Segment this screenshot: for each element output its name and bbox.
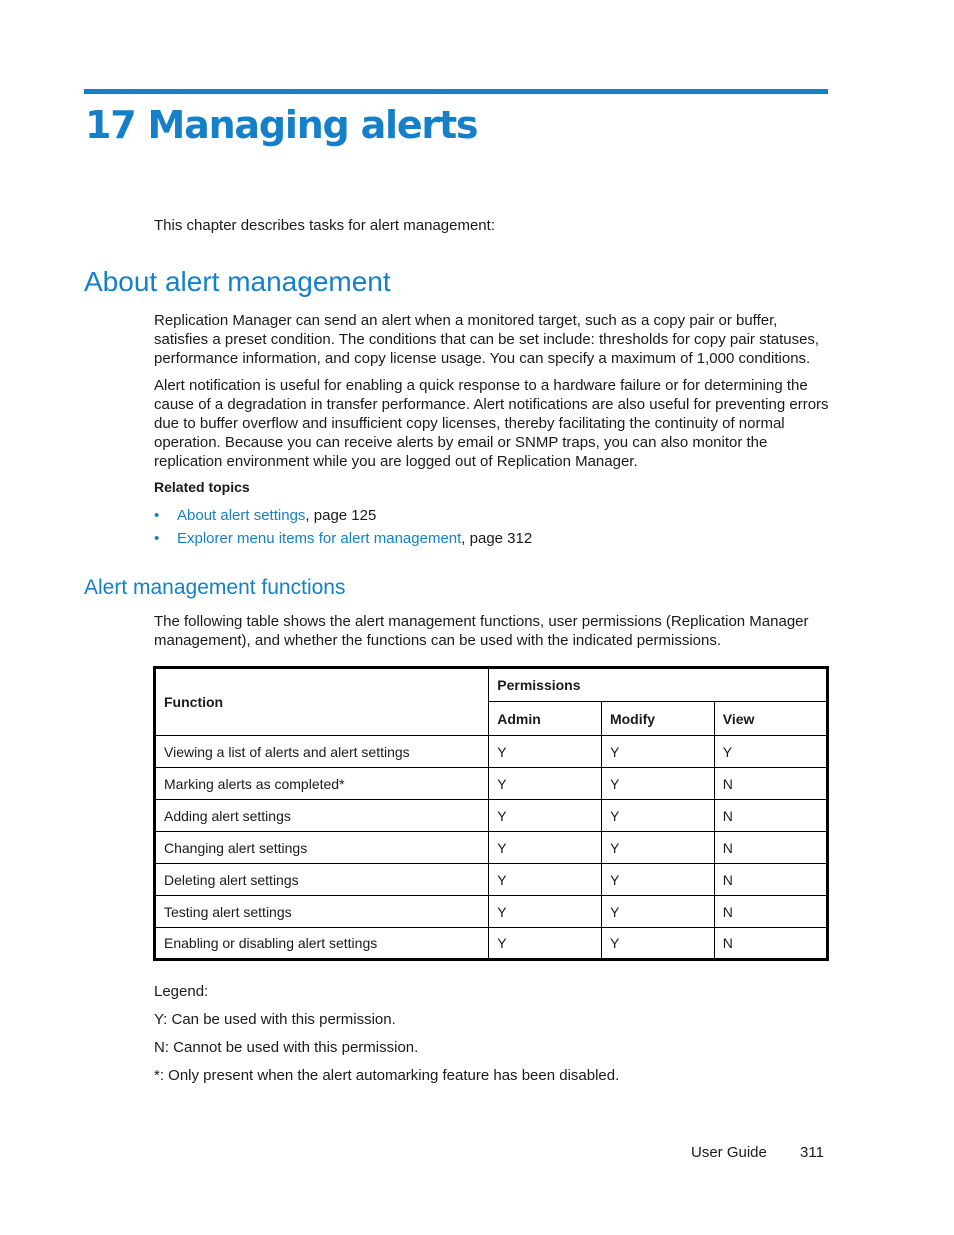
view-cell: N	[714, 928, 827, 960]
view-cell: N	[714, 768, 827, 800]
function-cell: Testing alert settings	[155, 896, 489, 928]
modify-cell: Y	[601, 736, 714, 768]
chapter-rule	[84, 89, 828, 94]
page-reference: , page 125	[305, 507, 377, 524]
bullet-icon: •	[154, 507, 160, 524]
admin-header: Admin	[489, 702, 602, 736]
admin-cell: Y	[489, 896, 602, 928]
related-topics-heading: Related topics	[154, 479, 250, 495]
function-header: Function	[155, 668, 489, 736]
admin-cell: Y	[489, 800, 602, 832]
modify-cell: Y	[601, 928, 714, 960]
function-cell: Enabling or disabling alert settings	[155, 928, 489, 960]
table-row	[155, 768, 828, 800]
footer-guide-label: User Guide	[691, 1144, 767, 1161]
view-cell: N	[714, 896, 827, 928]
function-cell: Viewing a list of alerts and alert settings	[155, 736, 489, 768]
modify-header: Modify	[601, 702, 714, 736]
subsection-paragraph: The following table shows the alert management functions, user permissions (Replication Manager management), and whether the functions can be used with the indicated permissions.	[154, 613, 809, 649]
admin-cell: Y	[489, 736, 602, 768]
chapter-intro: This chapter describes tasks for alert management:	[154, 217, 495, 234]
page-reference: , page 312	[461, 530, 533, 547]
admin-cell: Y	[489, 928, 602, 960]
legend-title: Legend:	[154, 983, 209, 1000]
function-cell: Adding alert settings	[155, 800, 489, 832]
function-cell: Marking alerts as completed*	[155, 768, 489, 800]
view-cell: N	[714, 800, 827, 832]
legend-item: *: Only present when the alert automarking feature has been disabled.	[154, 1067, 620, 1084]
permissions-header: Permissions	[489, 668, 828, 702]
legend-item: N: Cannot be used with this permission.	[154, 1039, 419, 1056]
modify-cell: Y	[601, 800, 714, 832]
admin-cell: Y	[489, 864, 602, 896]
modify-cell: Y	[601, 832, 714, 864]
subsection-title: Alert management functions	[84, 576, 346, 599]
modify-cell: Y	[601, 864, 714, 896]
table-row	[155, 928, 828, 960]
related-link-explorer-menu[interactable]: Explorer menu items for alert management	[177, 530, 462, 547]
chapter-title: 17 Managing alerts	[85, 103, 478, 147]
list-item	[154, 506, 532, 529]
related-topics-list	[154, 506, 532, 552]
table-header-row	[155, 668, 828, 702]
page-number: 311	[800, 1144, 824, 1161]
table-row	[155, 864, 828, 896]
admin-cell: Y	[489, 768, 602, 800]
section-paragraph-2: Alert notification is useful for enabling a quick response to a hardware failure or for determining the cause of a degradation in transfer performance. Alert notifications are also useful for preventing errors due to buffer overflow and insufficient copy licenses, thereby facilitating the continuity of normal operation. Because you can receive alerts by email or SNMP traps, you can also monitor the replication environment while you are logged out of Replication Manager.	[154, 377, 829, 470]
view-cell: N	[714, 832, 827, 864]
admin-cell: Y	[489, 832, 602, 864]
view-cell: N	[714, 864, 827, 896]
permissions-table	[153, 666, 829, 961]
related-link-alert-settings[interactable]: About alert settings	[177, 507, 306, 524]
section-paragraph-1: Replication Manager can send an alert when a monitored target, such as a copy pair or buffer, satisfies a preset condition. The conditions that can be set include: thresholds for copy pair statuses, performance information, and copy license usage. You can specify a maximum of 1,000 conditions.	[154, 312, 820, 367]
bullet-icon: •	[154, 530, 160, 547]
legend-item: Y: Can be used with this permission.	[154, 1011, 396, 1028]
view-cell: Y	[714, 736, 827, 768]
function-cell: Changing alert settings	[155, 832, 489, 864]
view-header: View	[714, 702, 827, 736]
table-row	[155, 800, 828, 832]
table-row	[155, 832, 828, 864]
section-title: About alert management	[84, 266, 391, 297]
list-item	[154, 529, 532, 552]
table-row	[155, 896, 828, 928]
function-cell: Deleting alert settings	[155, 864, 489, 896]
table-row	[155, 736, 828, 768]
modify-cell: Y	[601, 768, 714, 800]
modify-cell: Y	[601, 896, 714, 928]
